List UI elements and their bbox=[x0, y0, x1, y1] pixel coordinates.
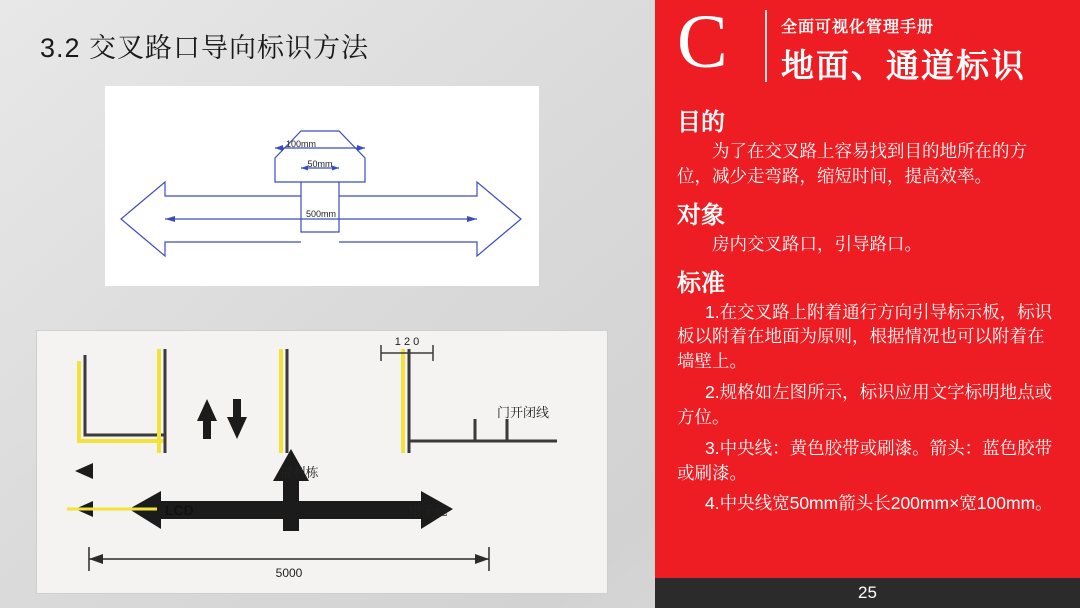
label-lcd: LCD bbox=[165, 502, 194, 518]
section-purpose bbox=[655, 102, 1080, 189]
figure-intersection-layout bbox=[36, 330, 608, 594]
label-door-line: 门开闭线 bbox=[496, 405, 550, 420]
label-50mm: 50mm bbox=[307, 159, 333, 169]
label-100mm: 100mm bbox=[285, 139, 317, 149]
section-text-purpose: 为了在交叉路上容易找到目的地所在的方位，减少走弯路，缩短时间，提高效率。 bbox=[677, 141, 1027, 186]
figure-arrow-spec bbox=[105, 86, 539, 286]
section-heading-target: 对象 bbox=[677, 201, 725, 229]
section-standard bbox=[655, 263, 1080, 517]
standard-item-3: 3.中央线：黄色胶带或刷漆。箭头：蓝色胶带或刷漆。 bbox=[677, 437, 1053, 483]
panel-header bbox=[655, 0, 1080, 96]
section-heading-purpose: 目的 bbox=[677, 109, 725, 136]
header-subtitle: 全面可视化管理手册 bbox=[781, 19, 935, 36]
standard-item-1: 1.在交叉路上附着通行方向引导标示板，标识板以附着在地面为原则，根据情况也可以附着在墙壁上。 bbox=[677, 301, 1053, 372]
right-red-panel bbox=[655, 0, 1080, 608]
standard-item-2: 2.规格如左图所示，标识应用文字标明地点或方位。 bbox=[677, 382, 1053, 427]
section-target bbox=[655, 195, 1080, 257]
section-heading-standard: 标准 bbox=[677, 269, 725, 297]
label-120: 1 2 0 bbox=[394, 336, 420, 348]
header-divider bbox=[765, 10, 767, 82]
section-letter: C bbox=[677, 0, 728, 84]
label-welfare-building: 福利栋 bbox=[279, 465, 319, 480]
label-electron-gun: 电子枪 bbox=[409, 503, 449, 518]
header-title: 地面、通道标识 bbox=[781, 47, 1026, 84]
label-500mm: 500mm bbox=[305, 209, 337, 219]
standard-item-4: 4.中央线宽50mm箭头长200mm×宽100mm。 bbox=[705, 493, 1053, 514]
section-text-target: 房内交叉路口，引导路口。 bbox=[712, 233, 922, 254]
page-number: 25 bbox=[655, 578, 1080, 608]
page-title: 3.2 交叉路口导向标识方法 bbox=[40, 33, 370, 63]
label-5000: 5000 bbox=[275, 566, 303, 580]
